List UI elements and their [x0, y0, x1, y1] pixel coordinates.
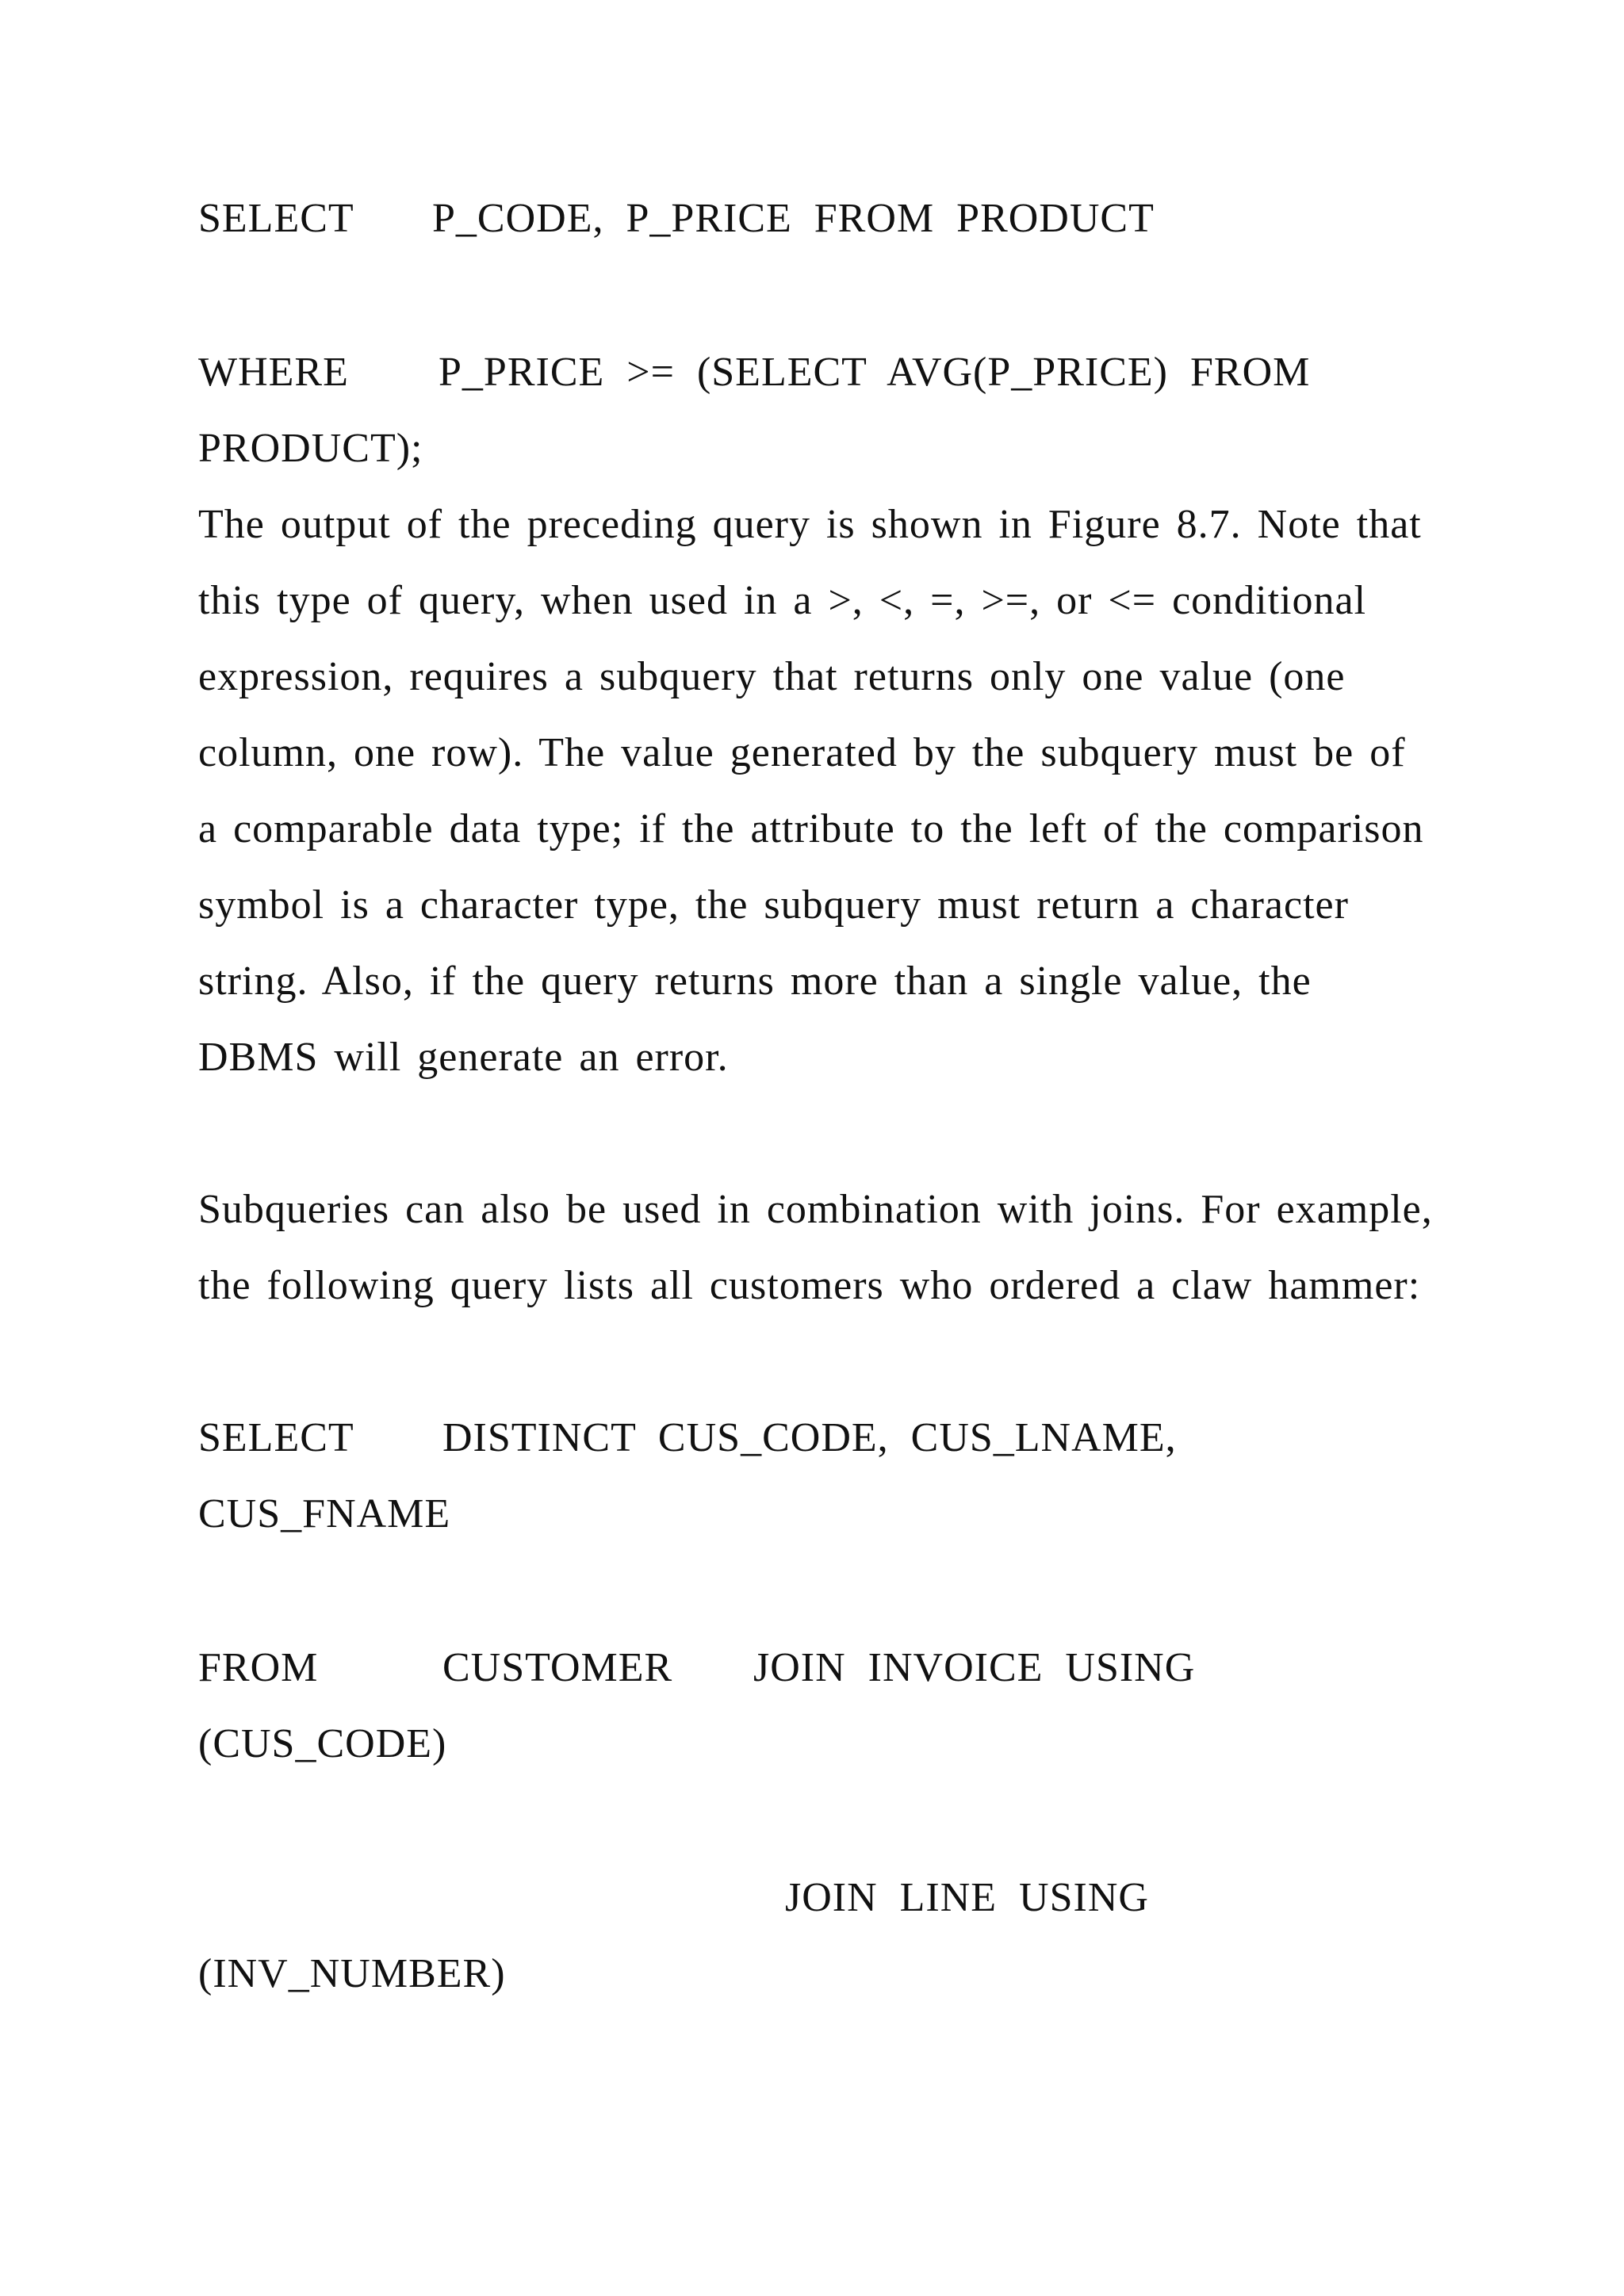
- sql-join-invoice-continuation: (CUS_CODE): [198, 1721, 447, 1766]
- sql-where-continuation: PRODUCT);: [198, 426, 423, 471]
- sql-select-keyword: SELECT: [198, 196, 354, 241]
- sql-from-table: CUSTOMER: [442, 1645, 673, 1690]
- sql-select-columns: DISTINCT CUS_CODE, CUS_LNAME,: [442, 1415, 1177, 1460]
- sql-where-condition: P_PRICE >= (SELECT AVG(P_PRICE) FROM: [439, 350, 1311, 395]
- sql-select-keyword: SELECT: [198, 1415, 354, 1460]
- sql-join-line-continuation: (INV_NUMBER): [198, 1951, 506, 1996]
- sql-where-keyword: WHERE: [198, 350, 349, 395]
- sql-join-line: JOIN LINE USING: [785, 1875, 1149, 1920]
- sql-join-invoice: JOIN INVOICE USING: [753, 1645, 1196, 1690]
- paragraph-subquery-explanation: The output of the preceding query is shown in Figure 8.7. Note that this type of query, when used in a >, <, =, >=, or <= conditional expression, requires a subquery that returns only one value (one column, one row). The value generated by the subquery must be of a comparable data type; if the attribute to the left of the comparison symbol is a character type, the subquery must return a character string. Also, if the query returns more than a single value, the DBMS will generate an error.: [198, 502, 1424, 1080]
- sql-select-columns: P_CODE, P_PRICE FROM PRODUCT: [432, 196, 1155, 241]
- paragraph-subquery-joins: Subqueries can also be used in combination with joins. For example, the following query lists all customers who ordered a claw hammer:: [198, 1187, 1433, 1308]
- sql-from-keyword: FROM: [198, 1645, 319, 1690]
- sql-select-continuation: CUS_FNAME: [198, 1491, 451, 1536]
